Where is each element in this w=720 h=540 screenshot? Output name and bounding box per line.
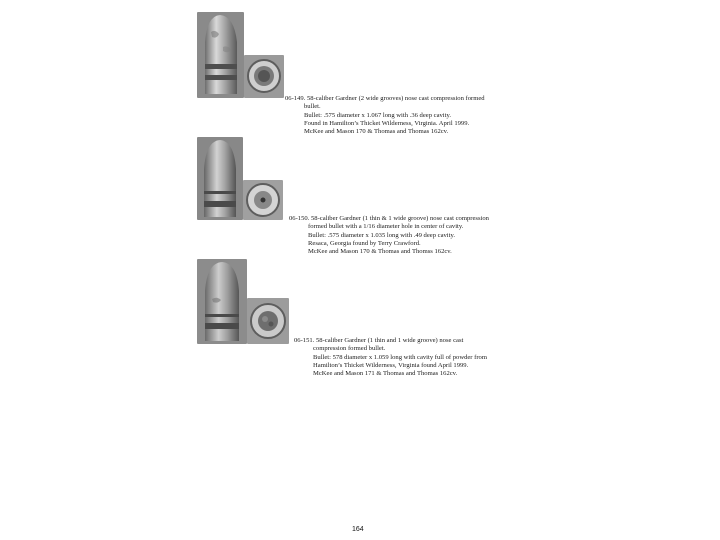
- entry-line: McKee and Mason 170 & Thomas and Thomas 162cv.: [304, 128, 449, 136]
- entry-line: Found in Hamilton’s Thicket Wilderness, Virginia. April 1999.: [304, 119, 470, 127]
- entry-line: bullet.: [304, 103, 321, 111]
- bullet-base-photo-06-150: [243, 180, 283, 220]
- entry-line: compression formed bullet.: [313, 345, 386, 353]
- catalog-entry-06-150: [289, 215, 489, 256]
- bullet-base-photo-06-149: [244, 55, 284, 98]
- bullet-side-photo-06-149: [197, 12, 244, 98]
- entry-line: McKee and Mason 170 & Thomas and Thomss 162cv.: [308, 248, 452, 256]
- bullet-base-photo-06-151: [247, 298, 289, 344]
- entry-number: 06-151.: [294, 337, 316, 344]
- entry-line: Hamilton’s Thicket Wilderness, Virginia found April 1999.: [313, 361, 469, 369]
- entry-number: 06-150.: [289, 215, 311, 222]
- catalog-entry-06-151: [294, 337, 487, 378]
- entry-line: Bullet: 578 diameter x 1.059 long with cavity full of powder from: [313, 353, 487, 361]
- page-number: 164: [352, 526, 364, 533]
- catalog-entry-06-149: [285, 95, 485, 136]
- entry-title: 58-caliber Gardner (1 thin & 1 wide groove) nose cast compression: [310, 215, 489, 222]
- entry-line: Bullet: .575 diameter x 1.035 long with .49 deep cavity.: [308, 231, 455, 239]
- entry-line: Bullet: .575 diameter x 1.067 long with .36 deep cavity.: [304, 111, 451, 119]
- entry-line: formed bullet with a 1/16 diameter hole in center of cavity.: [308, 223, 464, 231]
- entry-title: 58-caliber Gardner (2 wide grooves) nose cast compression formed: [306, 95, 485, 102]
- entry-line: McKee and Mason 171 & Thomas and Thomas 162cv.: [313, 370, 458, 378]
- bullet-side-photo-06-151: [197, 259, 247, 344]
- entry-line: Resaca, Georgia found by Terry Crawford.: [308, 239, 421, 247]
- bullet-side-photo-06-150: [197, 137, 243, 220]
- entry-number: 06-149.: [285, 95, 307, 102]
- entry-title: 58-caliber Gardner (1 thin and 1 wide groove) nose cast: [315, 337, 464, 344]
